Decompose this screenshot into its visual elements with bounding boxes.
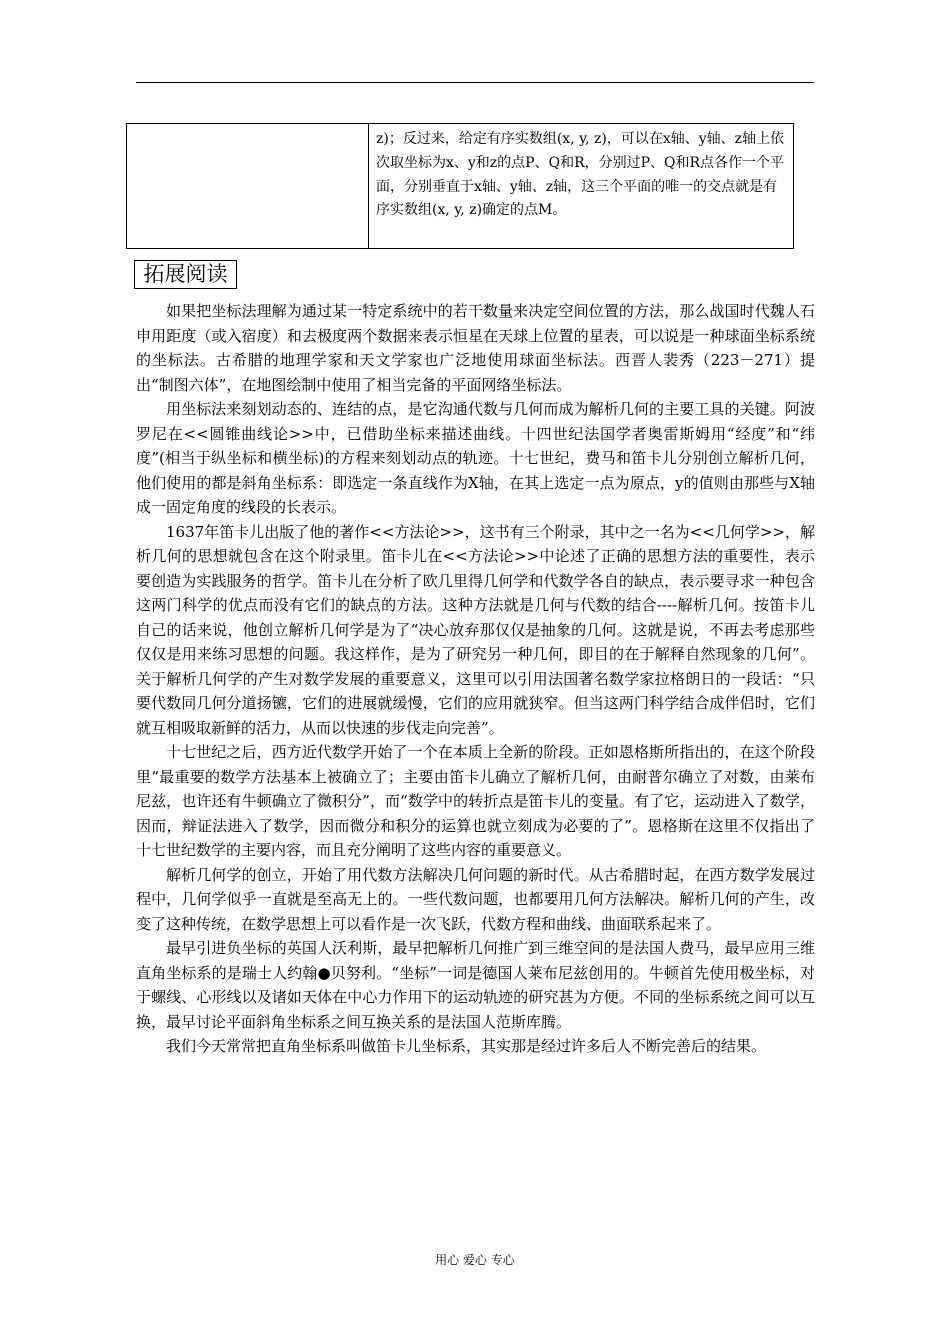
table-right-cell: z)；反过来，给定有序实数组(x, y, z)，可以在x轴、y轴、z轴上依次取坐标为x、y和z的点P、Q和R，分别过P、Q和R点各作一个平面，分别垂直于x轴、y轴、z轴，这三个平面的唯一的交点就是有序实数组(x, y, z)确定的点M。 — [376, 131, 785, 219]
paragraph-4: 十七世纪之后，西方近代数学开始了一个在本质上全新的阶段。正如恩格斯所指出的，在这个阶段里“最重要的数学方法基本上被确立了；主要由笛卡儿确立了解析几何，由耐普尔确立了对数，由莱布尼兹，也许还有牛顿确立了微积分”，而“数学中的转折点是笛卡儿的变量。有了它，运动进入了数学，因而，辩证法进入了数学，因而微分和积分的运算也就立刻成为必要的了”。恩格斯在这里不仅指出了十七世纪数学的主要内容，而且充分阐明了这些内容的重要意义。 — [136, 743, 815, 859]
paragraph-1: 如果把坐标法理解为通过某一特定系统中的若干数量来决定空间位置的方法，那么战国时代魏人石申用距度（或入宿度）和去极度两个数据来表示恒星在天球上位置的星表，可以说是一种球面坐标系统的坐标法。古希腊的地理学家和天文学家也广泛地使用球面坐标法。西晋人裴秀（223－271）提出“制图六体”，在地图绘制中使用了相当完备的平面网络坐标法。 — [136, 302, 815, 394]
paragraph-3: 1637年笛卡儿出版了他的著作<<方法论>>，这书有三个附录，其中之一名为<<几何学>>，解析几何的思想就包含在这个附录里。笛卡儿在<<方法论>>中论述了正确的思想方法的重要性，表示要创造为实践服务的哲学。笛卡儿在分析了欧几里得几何学和代数学各自的缺点，表示要寻求一种包含这两门科学的优点而没有它们的缺点的方法。这种方法就是几何与代数的结合----解析几何。按笛卡儿自己的话来说，他创立解析几何学是为了“决心放弃那仅仅是抽象的几何。这就是说，不再去考虑那些仅仅是用来练习思想的问题。我这样作，是为了研究另一种几何，即目的在于解释自然现象的几何”。关于解析几何学的产生对数学发展的重要意义，这里可以引用法国著名数学家拉格朗日的一段话：“只要代数同几何分道扬镳，它们的进展就缓慢，它们的应用就狭窄。但当这两门科学结合成伴侣时，它们就互相吸取新鲜的活力，从而以快速的步伐走向完善”。 — [136, 522, 815, 737]
paragraph-6: 最早引进负坐标的英国人沃利斯，最早把解析几何推广到三维空间的是法国人费马，最早应用三维直角坐标系的是瑞士人约翰●贝努利。“坐标”一词是德国人莱布尼兹创用的。牛顿首先使用极坐标，对于螺线、心形线以及诸如天体在中心力作用下的运动轨迹的研究甚为方便。不同的坐标系统之间可以互换，最早讨论平面斜角坐标系之间互换关系的是法国人范斯库腾。 — [136, 939, 815, 1031]
header-rule — [136, 82, 814, 83]
section-heading: 拓展阅读 — [134, 260, 237, 289]
article-body — [136, 299, 815, 1059]
paragraph-7: 我们今天常常把直角坐标系叫做笛卡儿坐标系，其实那是经过许多后人不断完善后的结果。 — [166, 1037, 767, 1055]
paragraph-2: 用坐标法来刻划动态的、连结的点，是它沟通代数与几何而成为解析几何的主要工具的关键。阿波罗尼在<<圆锥曲线论>>中，已借助坐标来描述曲线。十四世纪法国学者奥雷斯姆用“经度”和“纬度”(相当于纵坐标和横坐标)的方程来刻划动点的轨迹。十七世纪，费马和笛卡儿分别创立解析几何，他们使用的都是斜角坐标系：即选定一条直线作为X轴，在其上选定一点为原点，y的值则由那些与X轴成一固定角度的线段的长表示。 — [136, 400, 815, 516]
content-table — [126, 123, 794, 249]
paragraph-5: 解析几何学的创立，开始了用代数方法解决几何问题的新时代。从古希腊时起，在西方数学发展过程中，几何学似乎一直就是至高无上的。一些代数问题，也都要用几何方法解决。解析几何的产生，改变了这种传统，在数学思想上可以看作是一次飞跃，代数方程和曲线、曲面联系起来了。 — [136, 865, 815, 933]
page-footer: 用心 爱心 专心 — [435, 1253, 515, 1267]
table-column-divider — [368, 124, 369, 248]
